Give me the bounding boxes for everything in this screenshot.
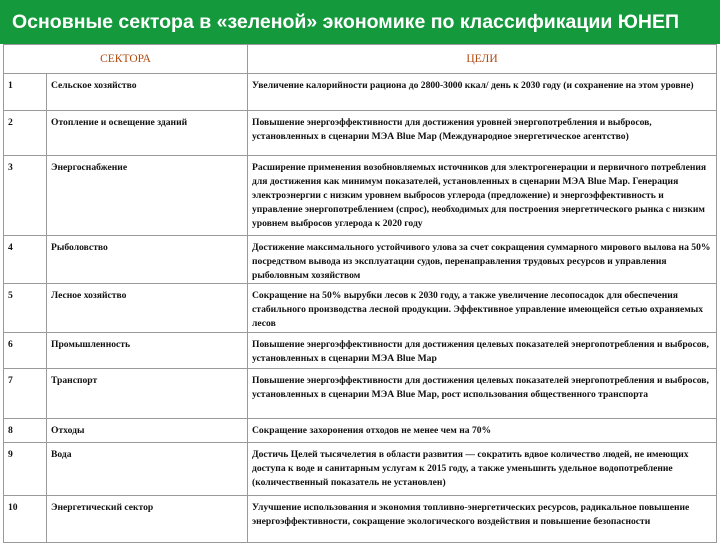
table-row: [4, 74, 717, 111]
sector-name: Энергоснабжение: [47, 156, 248, 236]
row-number: 10: [4, 496, 47, 543]
sector-name: Отходы: [47, 419, 248, 443]
table-row: [4, 496, 717, 543]
sector-name: Рыболовство: [47, 236, 248, 284]
table-row: [4, 333, 717, 369]
sector-goal: Сокращение захоронения отходов не менее чем на 70%: [248, 419, 717, 443]
sector-name: Промышленность: [47, 333, 248, 369]
row-number: 2: [4, 111, 47, 156]
table-row: [4, 111, 717, 156]
table-row: [4, 419, 717, 443]
row-number: 9: [4, 443, 47, 496]
table-row: [4, 156, 717, 236]
row-number: 4: [4, 236, 47, 284]
sectors-goals-table: [3, 44, 717, 543]
table-row: [4, 443, 717, 496]
sector-goal: Повышение энергоэффективности для достижения уровней энергопотребления и выбросов, установленных в сценарии МЭА Blue Map (Международное энергетическое агентство): [248, 111, 717, 156]
sector-name: Лесное хозяйство: [47, 284, 248, 333]
row-number: 8: [4, 419, 47, 443]
row-number: 3: [4, 156, 47, 236]
row-number: 5: [4, 284, 47, 333]
sector-name: Отопление и освещение зданий: [47, 111, 248, 156]
sector-name: Вода: [47, 443, 248, 496]
row-number: 6: [4, 333, 47, 369]
sector-goal: Расширение применения возобновляемых источников для электрогенерации и первичного потребления для достижения как минимум показателей, установленных в сценарии МЭА Blue Map. Генерация электроэнергии с низким уровнем выбросов углерода (предложение) и энергоэффективность и управление энергопотреблением (спрос), необходимых для построения энергетического рынка с низким уровнем выбросов углерода к 2020 году: [248, 156, 717, 236]
slide-title: Основные сектора в «зеленой» экономике по классификации ЮНЕП: [0, 0, 720, 44]
sector-goal: Достичь Целей тысячелетия в области развития — сократить вдвое количество людей, не имеющих доступа к воде и санитарным услугам к 2015 году, а также уменьшить удельное водопотребление (количественный показатель не установлен): [248, 443, 717, 496]
sector-goal: Сокращение на 50% вырубки лесов к 2030 году, а также увеличение лесопосадок для обеспечения стабильного производства лесной продукции. Эффективное управление имеющейся сетью охраняемых лесов: [248, 284, 717, 333]
table-row: [4, 236, 717, 284]
row-number: 1: [4, 74, 47, 111]
header-goals: ЦЕЛИ: [248, 45, 717, 74]
sector-name: Транспорт: [47, 369, 248, 419]
header-sectors: СЕКТОРА: [4, 45, 248, 74]
table-header-row: [4, 45, 717, 74]
table-row: [4, 369, 717, 419]
sector-goal: Повышение энергоэффективности для достижения целевых показателей энергопотребления и выбросов, установленных в сценарии МЭА Blue Map, рост использования общественного транспорта: [248, 369, 717, 419]
sector-goal: Повышение энергоэффективности для достижения целевых показателей энергопотребления и выбросов, установленных в сценарии МЭА Blue Map: [248, 333, 717, 369]
sector-goal: Улучшение использования и экономия топливно-энергетических ресурсов, радикальное повышение энергоэффективности, сокращение экологического воздействия и повышение безопасности: [248, 496, 717, 543]
sector-goal: Увеличение калорийности рациона до 2800-3000 ккал/ день к 2030 году (и сохранение на этом уровне): [248, 74, 717, 111]
row-number: 7: [4, 369, 47, 419]
sector-name: Энергетический сектор: [47, 496, 248, 543]
table-row: [4, 284, 717, 333]
sector-name: Сельское хозяйство: [47, 74, 248, 111]
sector-goal: Достижение максимального устойчивого улова за счет сокращения суммарного мирового вылова на 50% посредством вывода из эксплуатации судов, перенаправления трудовых ресурсов и управления рыболовным хозяйством: [248, 236, 717, 284]
